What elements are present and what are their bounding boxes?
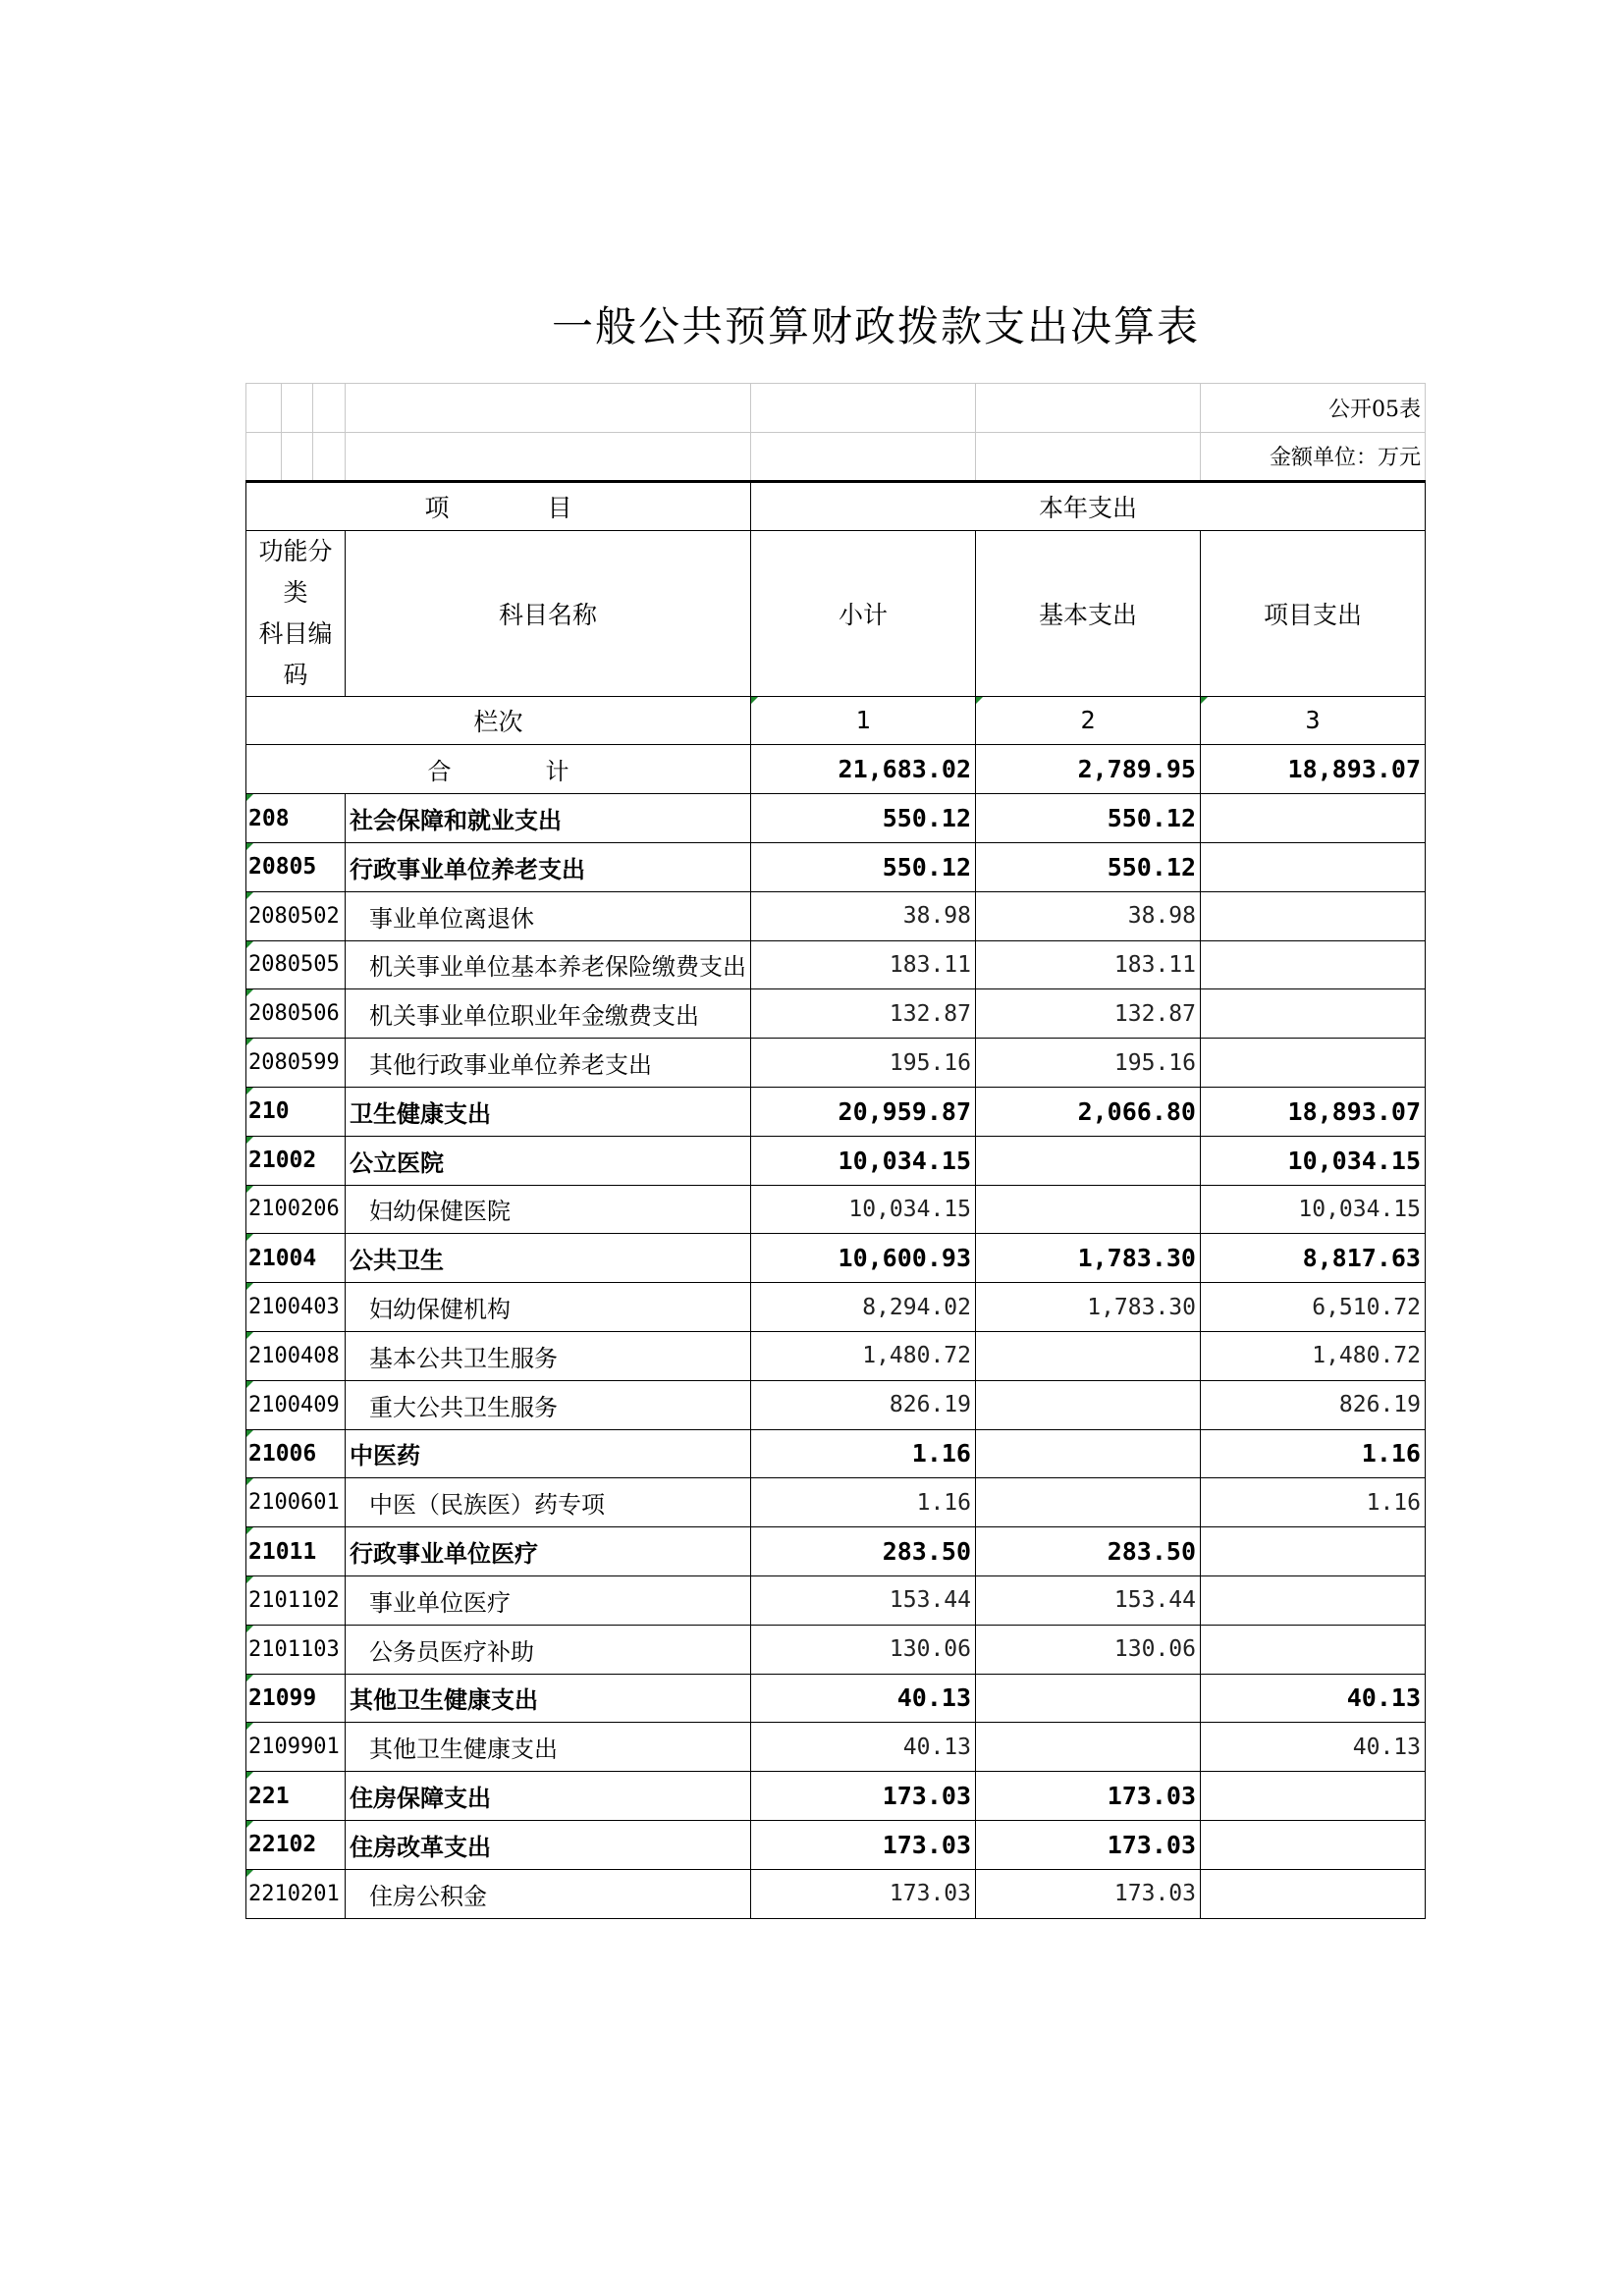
row-subtotal: 550.12	[751, 842, 976, 891]
table-row	[246, 1136, 1426, 1185]
table-row	[246, 1234, 1426, 1283]
row-subtotal: 550.12	[751, 794, 976, 843]
total-label: 合 计	[246, 745, 751, 794]
row-code: 2080502	[246, 891, 346, 940]
row-basic: 38.98	[976, 891, 1201, 940]
row-code: 2100601	[246, 1478, 346, 1527]
total-project: 18,893.07	[1201, 745, 1426, 794]
row-basic: 550.12	[976, 794, 1201, 843]
row-subtotal: 40.13	[751, 1723, 976, 1772]
row-subtotal: 38.98	[751, 891, 976, 940]
row-project: 8,817.63	[1201, 1234, 1426, 1283]
row-code: 2109901	[246, 1723, 346, 1772]
row-project	[1201, 891, 1426, 940]
row-code: 2210201	[246, 1869, 346, 1918]
row-basic	[976, 1380, 1201, 1429]
row-basic: 550.12	[976, 842, 1201, 891]
row-subtotal: 8,294.02	[751, 1283, 976, 1332]
row-project: 1.16	[1201, 1429, 1426, 1478]
form-number: 公开05表	[1201, 384, 1426, 433]
row-basic	[976, 1136, 1201, 1185]
table-row	[246, 1625, 1426, 1674]
row-basic: 195.16	[976, 1039, 1201, 1088]
total-subtotal: 21,683.02	[751, 745, 976, 794]
row-code: 2100408	[246, 1331, 346, 1380]
table-row	[246, 1723, 1426, 1772]
row-name: 公立医院	[346, 1136, 751, 1185]
row-basic: 2,066.80	[976, 1087, 1201, 1136]
row-subtotal: 10,600.93	[751, 1234, 976, 1283]
budget-table	[245, 383, 1426, 1919]
row-code: 2101103	[246, 1625, 346, 1674]
name-header: 科目名称	[346, 530, 751, 696]
table-row	[246, 1331, 1426, 1380]
row-project: 826.19	[1201, 1380, 1426, 1429]
row-code: 210	[246, 1087, 346, 1136]
row-project: 10,034.15	[1201, 1136, 1426, 1185]
unit-label: 金额单位：万元	[1201, 432, 1426, 481]
table-row	[246, 989, 1426, 1039]
table-row	[246, 794, 1426, 843]
row-project: 40.13	[1201, 1723, 1426, 1772]
row-basic	[976, 1674, 1201, 1723]
row-project: 18,893.07	[1201, 1087, 1426, 1136]
row-project	[1201, 1869, 1426, 1918]
row-code: 21099	[246, 1674, 346, 1723]
row-name: 其他卫生健康支出	[346, 1674, 751, 1723]
row-name: 妇幼保健医院	[346, 1185, 751, 1234]
row-basic: 130.06	[976, 1625, 1201, 1674]
row-project: 1,480.72	[1201, 1331, 1426, 1380]
row-name: 其他卫生健康支出	[346, 1723, 751, 1772]
row-name: 公共卫生	[346, 1234, 751, 1283]
row-name: 卫生健康支出	[346, 1087, 751, 1136]
row-subtotal: 130.06	[751, 1625, 976, 1674]
subtotal-header: 小计	[751, 530, 976, 696]
row-name: 中医（民族医）药专项	[346, 1478, 751, 1527]
row-name: 其他行政事业单位养老支出	[346, 1039, 751, 1088]
row-name: 重大公共卫生服务	[346, 1380, 751, 1429]
row-code: 2100206	[246, 1185, 346, 1234]
row-basic: 1,783.30	[976, 1234, 1201, 1283]
row-project	[1201, 989, 1426, 1039]
table-row	[246, 1380, 1426, 1429]
row-code: 2101102	[246, 1575, 346, 1625]
row-code: 208	[246, 794, 346, 843]
row-name: 中医药	[346, 1429, 751, 1478]
row-code: 2100403	[246, 1283, 346, 1332]
column-index-row	[246, 696, 1426, 745]
table-row	[246, 940, 1426, 989]
row-subtotal: 10,034.15	[751, 1136, 976, 1185]
column-index-3: 3	[1201, 696, 1426, 745]
row-basic: 132.87	[976, 989, 1201, 1039]
table-row	[246, 1429, 1426, 1478]
row-project	[1201, 1625, 1426, 1674]
row-project	[1201, 1820, 1426, 1869]
row-project: 6,510.72	[1201, 1283, 1426, 1332]
row-subtotal: 1.16	[751, 1478, 976, 1527]
row-code: 2100409	[246, 1380, 346, 1429]
row-code: 22102	[246, 1820, 346, 1869]
row-code: 21002	[246, 1136, 346, 1185]
current-year-header: 本年支出	[751, 481, 1426, 530]
row-name: 住房保障支出	[346, 1772, 751, 1821]
row-code: 21011	[246, 1527, 346, 1576]
row-basic: 153.44	[976, 1575, 1201, 1625]
row-subtotal: 1.16	[751, 1429, 976, 1478]
row-project	[1201, 794, 1426, 843]
row-name: 行政事业单位养老支出	[346, 842, 751, 891]
unit-row	[246, 432, 1426, 481]
row-code: 21004	[246, 1234, 346, 1283]
row-project	[1201, 1527, 1426, 1576]
row-name: 事业单位医疗	[346, 1575, 751, 1625]
row-project: 10,034.15	[1201, 1185, 1426, 1234]
row-name: 公务员医疗补助	[346, 1625, 751, 1674]
table-row	[246, 1527, 1426, 1576]
column-index-2: 2	[976, 696, 1201, 745]
row-name: 事业单位离退休	[346, 891, 751, 940]
row-basic	[976, 1429, 1201, 1478]
column-index-label: 栏次	[246, 696, 751, 745]
row-name: 社会保障和就业支出	[346, 794, 751, 843]
table-row	[246, 1869, 1426, 1918]
row-subtotal: 173.03	[751, 1820, 976, 1869]
table-row	[246, 891, 1426, 940]
table-row	[246, 1772, 1426, 1821]
total-basic: 2,789.95	[976, 745, 1201, 794]
table-row	[246, 842, 1426, 891]
row-basic	[976, 1331, 1201, 1380]
row-project: 1.16	[1201, 1478, 1426, 1527]
row-name: 行政事业单位医疗	[346, 1527, 751, 1576]
row-code: 2080505	[246, 940, 346, 989]
row-name: 住房公积金	[346, 1869, 751, 1918]
table-row	[246, 1087, 1426, 1136]
row-subtotal: 283.50	[751, 1527, 976, 1576]
item-header: 项 目	[246, 481, 751, 530]
row-basic: 283.50	[976, 1527, 1201, 1576]
code-header-line-2: 科目编码	[258, 618, 333, 689]
total-row	[246, 745, 1426, 794]
row-basic	[976, 1185, 1201, 1234]
basic-header: 基本支出	[976, 530, 1201, 696]
row-name: 机关事业单位职业年金缴费支出	[346, 989, 751, 1039]
row-code: 2080506	[246, 989, 346, 1039]
table-row	[246, 1820, 1426, 1869]
row-project	[1201, 940, 1426, 989]
row-subtotal: 153.44	[751, 1575, 976, 1625]
row-basic: 173.03	[976, 1869, 1201, 1918]
code-header	[246, 530, 346, 696]
row-name: 机关事业单位基本养老保险缴费支出	[346, 940, 751, 989]
table-row	[246, 1185, 1426, 1234]
row-code: 20805	[246, 842, 346, 891]
row-project	[1201, 1772, 1426, 1821]
row-basic: 173.03	[976, 1820, 1201, 1869]
code-header-line-1: 功能分类	[258, 536, 333, 607]
row-subtotal: 826.19	[751, 1380, 976, 1429]
row-code: 21006	[246, 1429, 346, 1478]
row-subtotal: 1,480.72	[751, 1331, 976, 1380]
row-basic	[976, 1478, 1201, 1527]
row-code: 2080599	[246, 1039, 346, 1088]
row-basic: 183.11	[976, 940, 1201, 989]
row-name: 住房改革支出	[346, 1820, 751, 1869]
row-project	[1201, 1039, 1426, 1088]
table-row	[246, 1575, 1426, 1625]
row-subtotal: 20,959.87	[751, 1087, 976, 1136]
table-row	[246, 1478, 1426, 1527]
page-title: 一般公共预算财政拨款支出决算表	[551, 302, 1200, 350]
row-subtotal: 173.03	[751, 1772, 976, 1821]
row-basic: 173.03	[976, 1772, 1201, 1821]
row-subtotal: 183.11	[751, 940, 976, 989]
row-project	[1201, 842, 1426, 891]
row-basic: 1,783.30	[976, 1283, 1201, 1332]
project-header: 项目支出	[1201, 530, 1426, 696]
row-project: 40.13	[1201, 1674, 1426, 1723]
form-number-row	[246, 384, 1426, 433]
header-row-2	[246, 530, 1426, 696]
row-subtotal: 173.03	[751, 1869, 976, 1918]
table-row	[246, 1039, 1426, 1088]
header-row-1	[246, 481, 1426, 530]
row-code: 221	[246, 1772, 346, 1821]
row-subtotal: 10,034.15	[751, 1185, 976, 1234]
row-subtotal: 132.87	[751, 989, 976, 1039]
row-basic	[976, 1723, 1201, 1772]
row-project	[1201, 1575, 1426, 1625]
row-subtotal: 195.16	[751, 1039, 976, 1088]
column-index-1: 1	[751, 696, 976, 745]
table-row	[246, 1674, 1426, 1723]
row-subtotal: 40.13	[751, 1674, 976, 1723]
table-row	[246, 1283, 1426, 1332]
row-name: 妇幼保健机构	[346, 1283, 751, 1332]
row-name: 基本公共卫生服务	[346, 1331, 751, 1380]
